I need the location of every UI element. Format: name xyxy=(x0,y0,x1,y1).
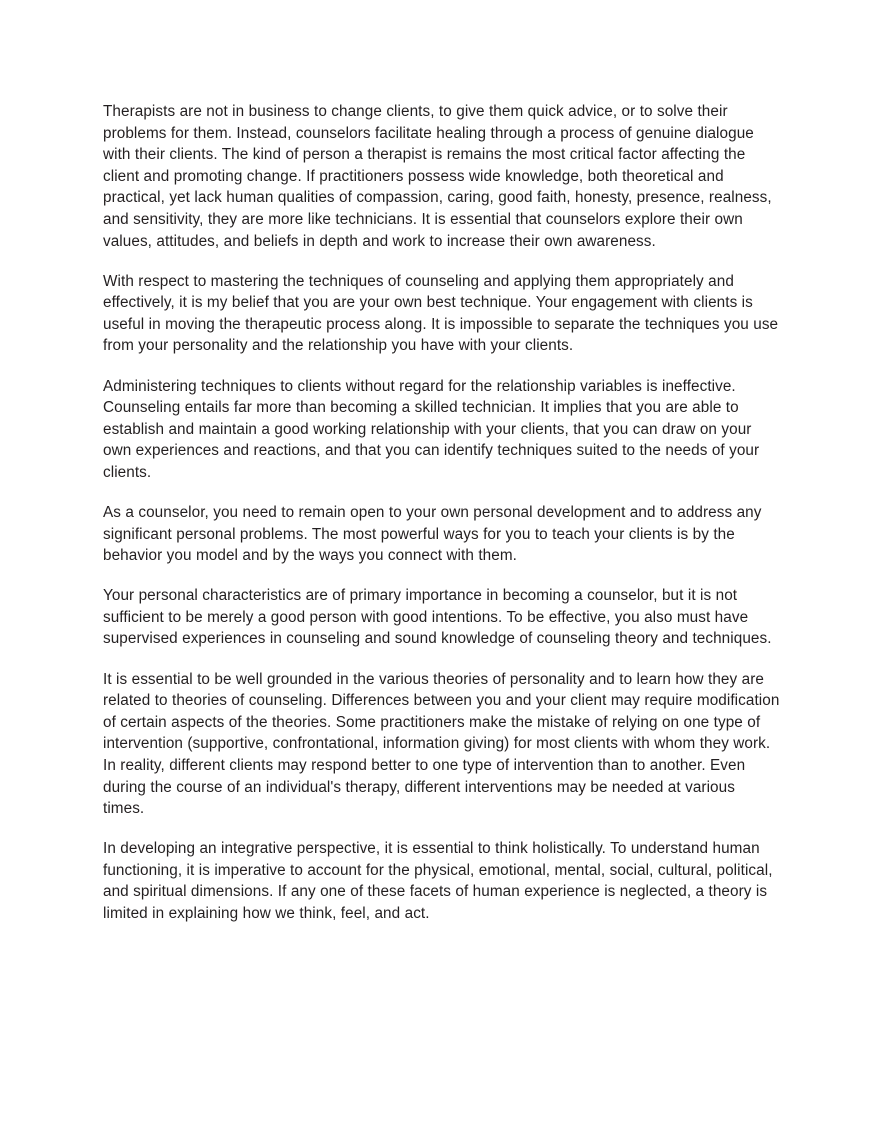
paragraph: In developing an integrative perspective, it is essential to think holistically. To understand human functioning, it is imperative to account for the physical, emotional, mental, social, cultural, political, and spiritual dimensions. If any one of these facets of human experience is neglected, a theory is limited in explaining how we think, feel, and act. xyxy=(103,840,773,922)
document-body xyxy=(103,101,780,925)
paragraph: Your personal characteristics are of primary importance in becoming a counselor, but it is not sufficient to be merely a good person with good intentions. To be effective, you also must have supervised experiences in counseling and sound knowledge of counseling theory and techniques. xyxy=(103,587,772,648)
paragraph: As a counselor, you need to remain open to your own personal development and to address any significant personal problems. The most powerful ways for you to teach your clients is by the behavior you model and by the ways you connect with them. xyxy=(103,504,762,565)
paragraph: Therapists are not in business to change clients, to give them quick advice, or to solve their problems for them. Instead, counselors facilitate healing through a process of genuine dialogue with their clients. The kind of person a therapist is remains the most critical factor affecting the client and promoting change. If practitioners possess wide knowledge, both theoretical and practical, yet lack human qualities of compassion, caring, good faith, honesty, presence, realness, and sensitivity, they are more like technicians. It is essential that counselors explore their own values, attitudes, and beliefs in depth and work to increase their own awareness. xyxy=(103,103,772,250)
paragraph: Administering techniques to clients without regard for the relationship variables is ineffective. Counseling entails far more than becoming a skilled technician. It implies that you are able to establish and maintain a good working relationship with your clients, that you can draw on your own experiences and reactions, and that you can identify techniques suited to the needs of your clients. xyxy=(103,377,760,481)
paragraph: It is essential to be well grounded in the various theories of personality and to learn how they are related to theories of counseling. Differences between you and your client may require modification of certain aspects of the theories. Some practitioners make the mistake of relying on one type of intervention (supportive, confrontational, information giving) for most clients with whom they work. In reality, different clients may respond better to one type of intervention than to another. Even during the course of an individual's therapy, different interventions may be needed at various times. xyxy=(103,670,780,818)
paragraph: With respect to mastering the techniques of counseling and applying them appropriately and effectively, it is my belief that you are your own best technique. Your engagement with clients is useful in moving the therapeutic process along. It is impossible to separate the techniques you use from your personality and the relationship you have with your clients. xyxy=(103,272,779,355)
